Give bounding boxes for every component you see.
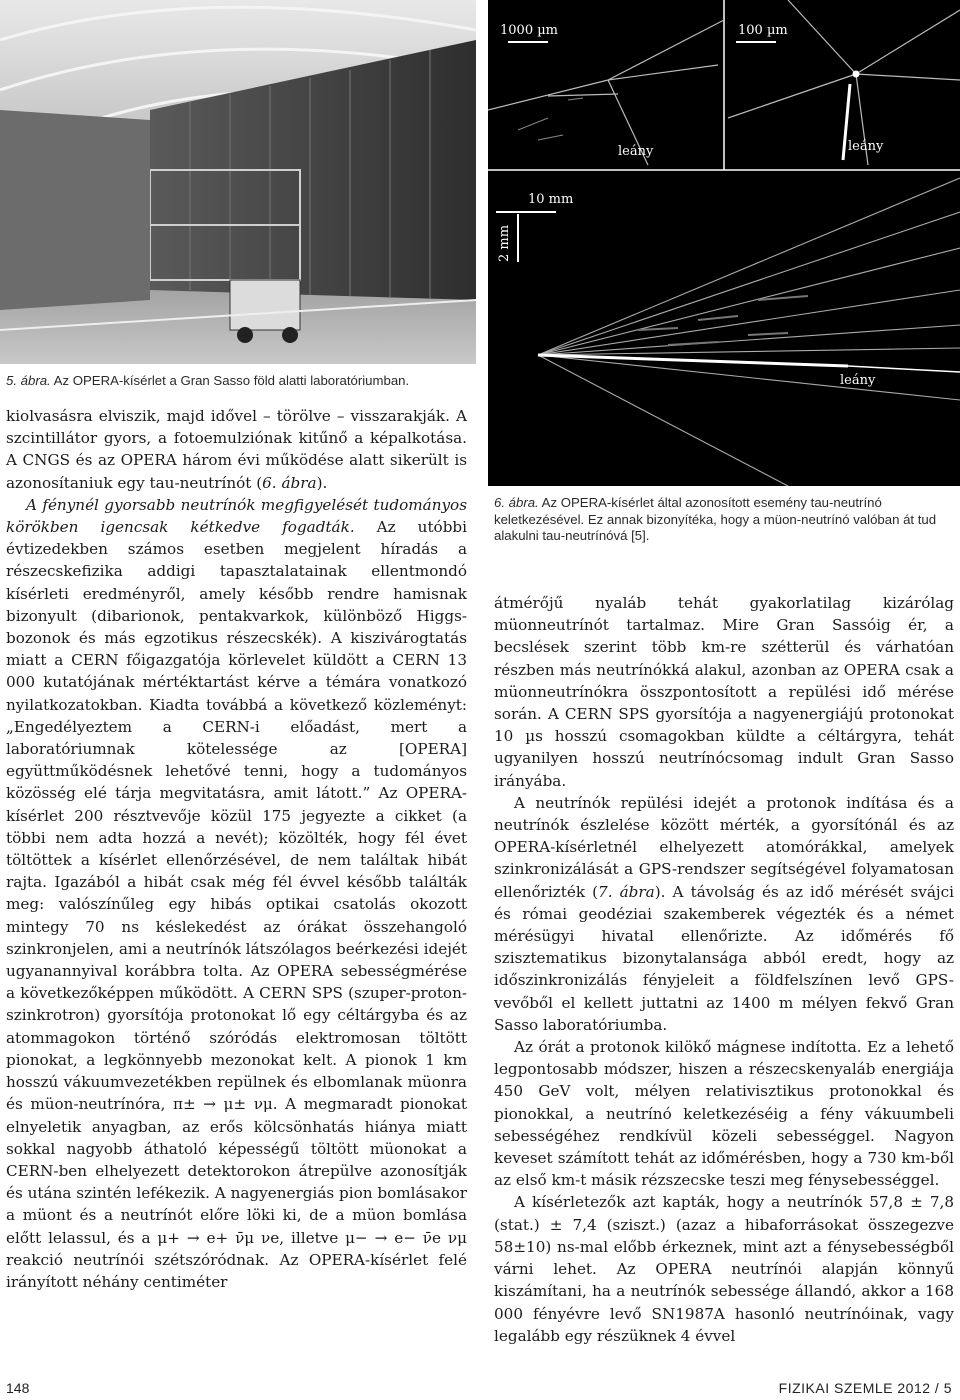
figure-6-label: 6. ábra. [494, 495, 539, 510]
journal-name: FIZIKAI SZEMLE [778, 1380, 893, 1396]
left-p2-italic: A fénynél gyorsabb neutrínók megfigyelését tudományos körökben igencsak kétkedve fogadták. [6, 495, 467, 537]
right-p2-text: A neutrínók repülési idejét a protonok indítása és a neutrínók észlelése között mérték, a gyorsítónál és az OPERA-kísérletnél elhelyezett atomórákkal, amelyek szinkronizálását a GPS-rendszer segítségével folyamatosan ellenőrizték ( [494, 793, 954, 901]
muon-plus-decay-formula: μ+ → e+ ν̄μ νe [157, 1228, 280, 1247]
right-text-column [494, 592, 954, 1347]
opera-detector-photo-drawing [0, 0, 476, 364]
journal-issue: 2012 / 5 [897, 1380, 952, 1396]
left-p1-text: kiolvasásra elviszik, majd idővel – törölve – visszarakják. A szcintillátor gyors, a fotoemulziónak kitűnő a képalkotása. A CNGS és az OPERA három évi működése alatt sikerült is azonosítaniuk egy tau-neutrínót ( [6, 407, 467, 492]
figure-6-caption [494, 495, 954, 545]
figure-5-label: 5. ábra. [6, 373, 51, 388]
figure-6-caption-text: Az OPERA-kísérlet által azonosított esemény tau-neutrínó keletkezésével. Ez annak bizonyítéka, hogy a müon-neutrínó valóban át tud alakulni tau-neutrínóvá [5]. [494, 495, 937, 543]
right-paragraph-1: átmérőjű nyaláb tehát gyakorlatilag kizárólag müonneutrínót tartalmaz. Mire Gran Sassóig ér, a becslések szerint több km-re szétterül és várhatóan részben más neutrínókká alakul, azonban az OPERA csak a müonneutrínókra összpontosított a repülési idő mérése során. A CERN SPS gyorsítója a nagyenergiájú protonokat 10 µs hosszú csomagokban küldte a céltárgyra, tehát ugyanilyen hosszú neutrínócsomag indult Gran Sasso irányába. [494, 594, 954, 790]
scale-label-1000um: 1000 µm [500, 23, 558, 38]
left-p2b-text: . A megmaradt pionokat elnyeletik anyagban, az erős kölcsönhatás hiánya miatt sokkal nagyobb áthatoló képességű töltött müonokat a CERN-ben elhelyezett detektorokon átrepülve azonosítják és utána szintén lefékezik. A nagyenergiás pion bomlásakor a müont és a neutrínót előre löki ki, de a müon bomlása előtt lelassul, és a [6, 1095, 467, 1247]
left-p1-end: ). [316, 473, 328, 492]
page-number: 148 [6, 1380, 30, 1396]
opera-detector-photo [0, 0, 476, 364]
right-paragraph-3: Az órát a protonok kilökő mágnese indította. Ez a lehető legpontosabb módszer, hiszen a részecskenyaláb energiája 450 GeV volt, mélyen relativisztikus protonokkal és pionokkal, a neutrínó keletkezéséig a fény vákuumbeli sebességéhez rendkívül közeli sebességgel. Nagyon keveset számított tehát az időmérésben, hogy a 730 km-ből az első km-t másik rézszecske teszi meg fénysebességgel. [494, 1038, 954, 1190]
daughter-label-right: leány [848, 139, 884, 154]
right-p2-end: ). A távolság és az idő mérését svájci és római geodéziai szakemberek végezték és a német mérésügyi hivatal ellenőrizte. Az időmérés fő szisztematikus bizonytalansága abból eredt, hogy az időszinkronizálás fényjeleit a földfelszínen levő GPS-vevőből el kellett juttatni az 1400 m mélyen fekvő Gran Sasso laboratóriumba. [494, 882, 954, 1034]
left-paragraph-1 [6, 405, 467, 494]
tau-neutrino-event-drawing [488, 0, 960, 486]
left-text-column [6, 405, 467, 1293]
figure-7-reference: 7. ábra [598, 882, 655, 901]
left-paragraph-2 [6, 494, 467, 1293]
journal-footer [779, 1380, 952, 1396]
scale-label-10mm: 10 mm [528, 192, 574, 207]
figure-5-caption-text: Az OPERA-kísérlet a Gran Sasso föld alatti laboratóriumban. [50, 373, 410, 388]
right-paragraph-2 [494, 792, 954, 1036]
left-p2-text: Az utóbbi évtizedekben számos esetben megjelent híradás a részecskefizika addigi tapasztalatainak ellentmondó kísérleti eredményről, amely később rendre hamisnak bizonyult (dibarionok, pentakvarkok, különböző Higgs-bozonok és más egzotikus részecskék). A kiszivárogtatás miatt a CERN főigazgatója körlevelet küldött a CERN 13 000 kutatójának mértéktartást kérve a témára vonatkozó nyilatkozatokban. Kiadta továbbá a következő közleményt: „Engedélyeztem a CERN-i előadást, mert a laboratóriumnak kötelessége az [OPERA] együttműködésnek lehetővé tenni, hogy a tudományos közösség elé tárja megvitatásra, amit látott.” Az OPERA-kísérlet 200 résztvevője közül 175 jegyezte a cikket (a többi nem adta hozzá a nevét); közölték, hogy fél évet töltöttek a kísérlet ellenőrzésével, de nem találtak hibát rajta. Igazából a hibát csak még fél évvel később találták meg: valószínűleg egy hibás optikai csatolás okozott mintegy 70 ns késlekedést az órákat összehangoló szinkronjelen, ami a neutrínók látszólagos beérkezési idejét ugyanannyival korábbra tolta. Az OPERA sebességmérése a következőképpen működött. A CERN SPS (szuper-proton-szinkrotron) gyorsítója protonokat lő egy céltárgyba és az atommagokon történő szóródás elektromosan töltött pionokat, a legkönnyebb mezonokat kelt. A pionok 1 km hosszú vákuumvezetékben repülnek és elbomlanak müonra és müon-neutrínóra, [6, 518, 467, 1114]
muon-minus-decay-formula: μ− → e− ν̄e νμ [345, 1228, 468, 1247]
daughter-label-left: leány [618, 144, 654, 159]
right-paragraph-4: A kísérletezők azt kapták, hogy a neutrínók 57,8 ± 7,8 (stat.) ± 7,4 (sziszt.) (azaz a hibaforrásokat összegezve 58±10) ns-mal előbb érkeznek, mint azt a fénysebességből várni lehet. Az OPERA neutrínói alapján könnyű kiszámítani, ha a neutrínók sebessége állandó, akkor a 168 000 fényévre levő SN1987A hasonló neutrínóinak, vagy legalább egy részüknek 4 évvel [494, 1193, 954, 1345]
left-p2d-text: reakció neutrínói szétszóródnak. Az OPERA-kísérlet felé irányított néhány centiméter [6, 1250, 467, 1291]
scale-label-2mm: 2 mm [497, 224, 512, 262]
scale-label-100um: 100 µm [738, 23, 788, 38]
tau-neutrino-event-figure [488, 0, 960, 486]
figure-5-caption [6, 373, 476, 390]
daughter-label-bottom: leány [840, 373, 876, 388]
left-p2c-text: , illetve [279, 1228, 346, 1247]
figure-6-reference: 6. ábra [262, 473, 317, 492]
pion-decay-formula: π± → μ± νμ [172, 1095, 273, 1114]
